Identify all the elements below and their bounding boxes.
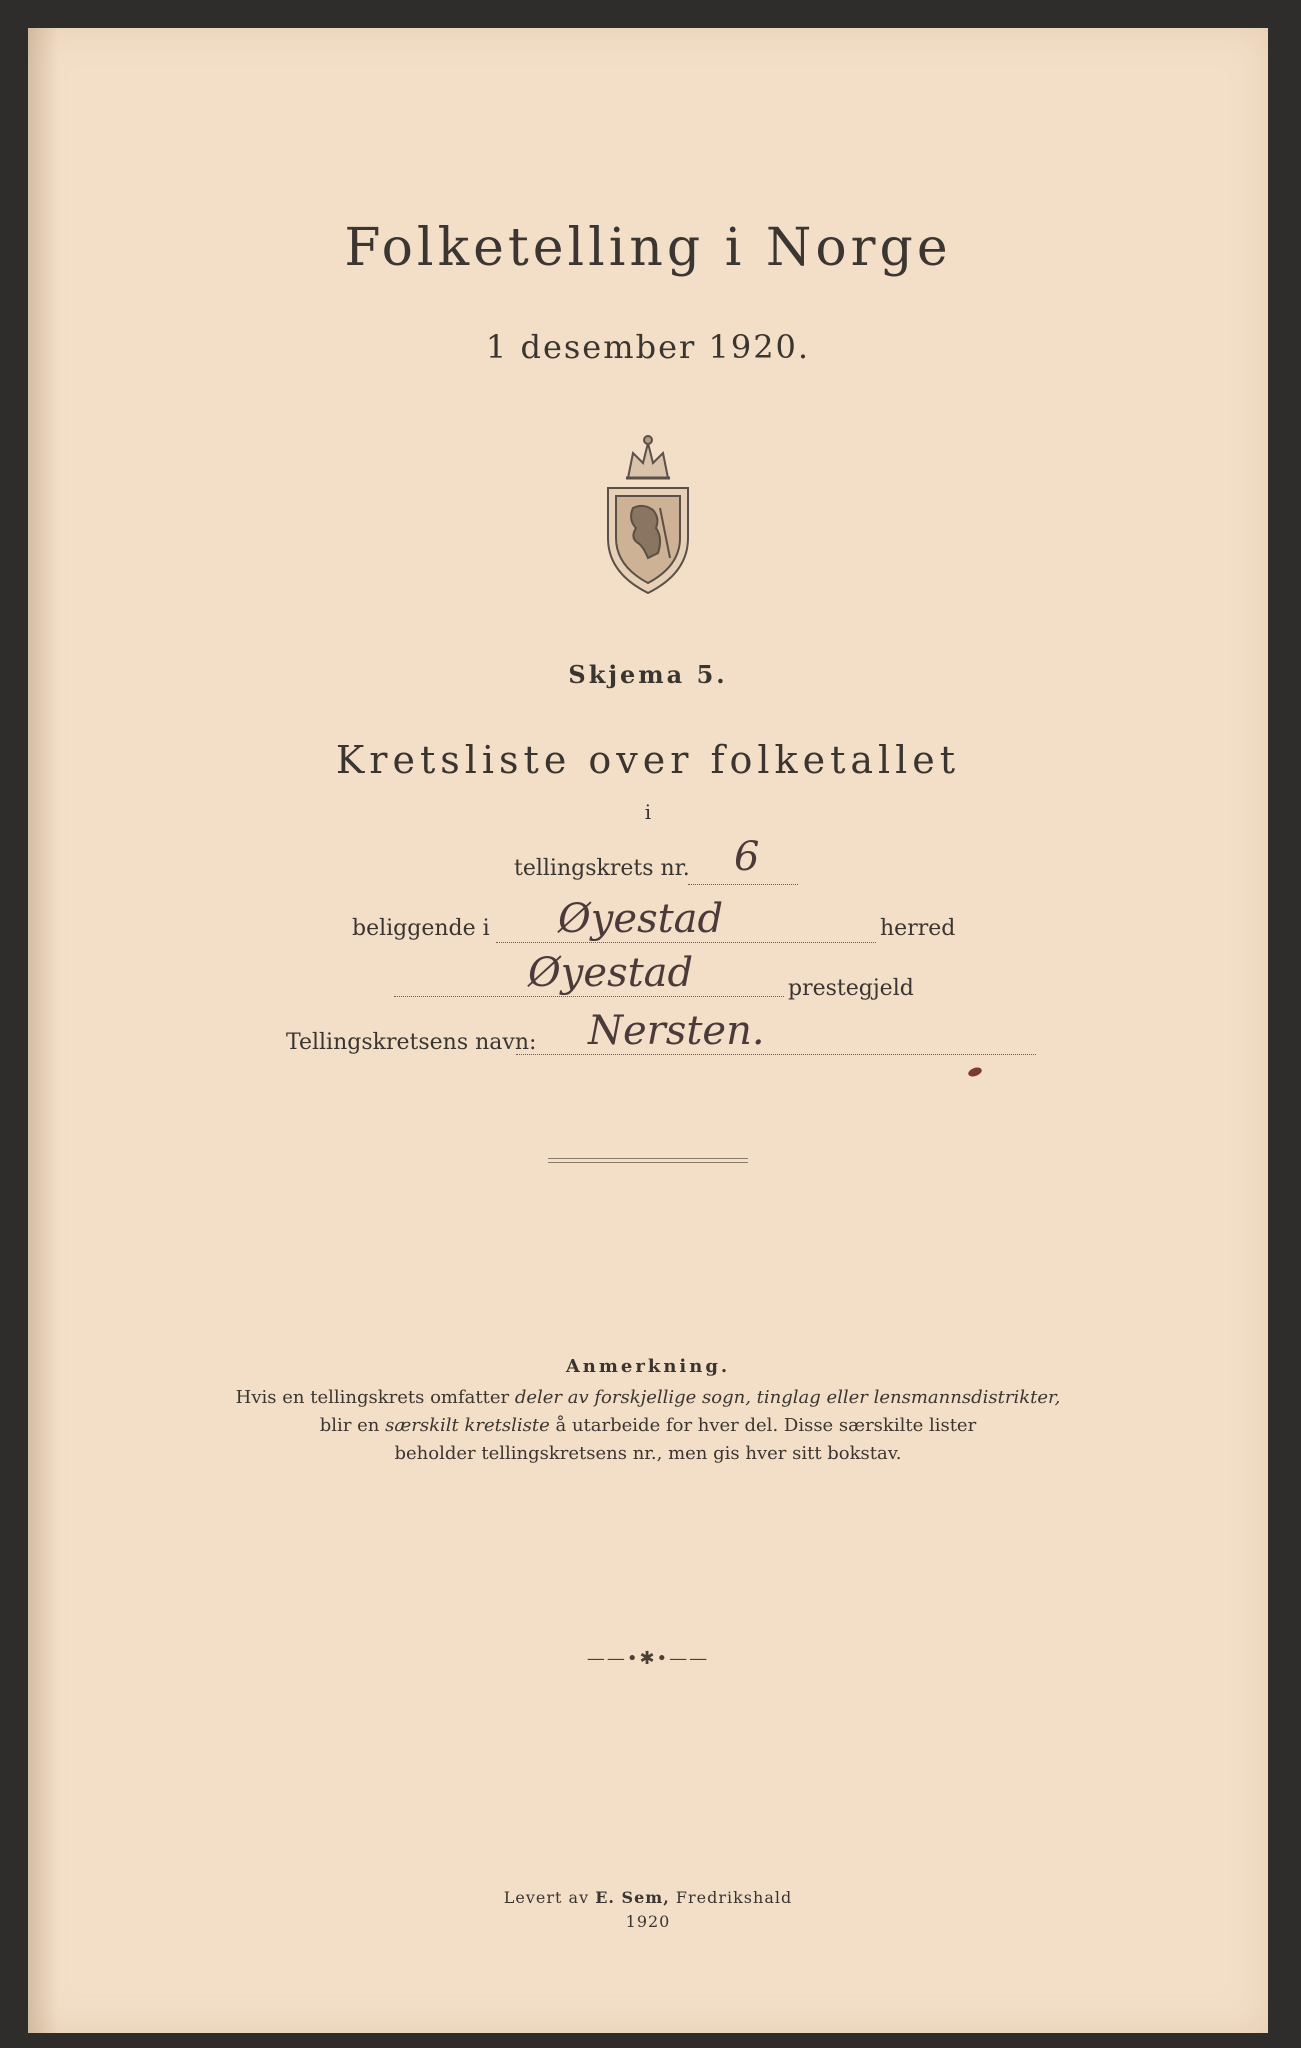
prestegjeld-label: prestegjeld (788, 976, 914, 1001)
tellingskrets-label: tellingskrets nr. (514, 856, 690, 881)
note-line-3: beholder tellingskretsens nr., men gis hver sitt bokstav. (394, 1443, 902, 1464)
printer-line: Levert av E. Sem, Fredrikshald (503, 1888, 793, 1907)
navn-value: Nersten. (588, 1008, 765, 1054)
herred-value: Øyestad (558, 896, 724, 942)
tellingskrets-row (514, 856, 690, 881)
form-heading: Kretsliste over folketallet (335, 738, 961, 782)
note-title: Anmerkning. (565, 1356, 731, 1377)
beliggende-label: beliggende i (352, 916, 490, 941)
census-date: 1 desember 1920. (485, 328, 811, 366)
printer-year: 1920 (625, 1912, 671, 1931)
ink-stain (967, 1066, 983, 1078)
note-line-1: Hvis en tellingskrets omfatter deler av forskjellige sogn, tinglag eller lensmannsdistrikter, (235, 1387, 1061, 1408)
coat-of-arms-icon (598, 428, 698, 598)
note-line-2: blir en særskilt kretsliste å utarbeide for hver del. Disse særskilte lister (319, 1415, 977, 1436)
preposition-text: i (644, 800, 652, 824)
census-form-page (28, 28, 1268, 2033)
document-title: Folketelling i Norge (344, 218, 952, 278)
divider-rule (548, 1158, 748, 1159)
prestegjeld-value: Øyestad (528, 950, 694, 996)
navn-label: Tellingskretsens navn: (286, 1030, 537, 1055)
herred-line (496, 942, 876, 943)
divider-rule-lower (548, 1162, 748, 1163)
tellingskrets-value: 6 (734, 834, 760, 880)
navn-line (516, 1054, 1036, 1055)
printer-footer (28, 1886, 1268, 1934)
prestegjeld-line (394, 996, 784, 997)
ornament-divider: ——•✱•—— (586, 1648, 710, 1669)
schema-number: Skjema 5. (568, 660, 728, 689)
tellingskrets-line (688, 884, 798, 885)
note-text (28, 1384, 1268, 1468)
herred-label: herred (880, 916, 956, 941)
